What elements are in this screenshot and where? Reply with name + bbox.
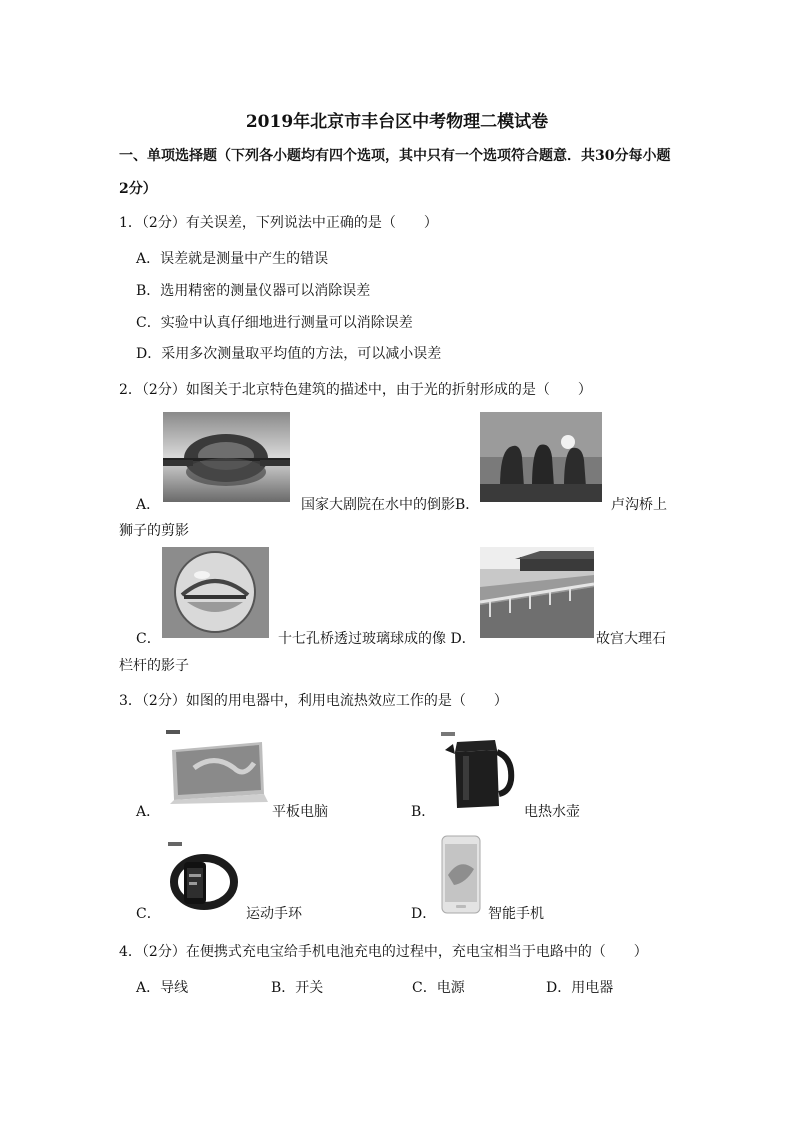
- tablet-computer-photo: [164, 728, 270, 806]
- q2-stem: 2．（2分）如图关于北京特色建筑的描述中，由于光的折射形成的是（ ）: [119, 382, 592, 398]
- q4-option-c: C．电源: [412, 980, 465, 996]
- forbidden-city-railing-photo: [480, 547, 594, 638]
- q3-option-d-label: D．: [411, 906, 437, 922]
- q2-option-b-text: 卢沟桥上: [611, 497, 667, 513]
- q2-option-a-label: A．: [136, 497, 161, 513]
- q1-option-c: C．实验中认真仔细地进行测量可以消除误差: [136, 315, 413, 331]
- q3-option-b-text: 电热水壶: [524, 804, 580, 820]
- q3-option-c-label: C．: [136, 906, 161, 922]
- q3-option-c-text: 运动手环: [246, 906, 302, 922]
- q4-option-b: B．开关: [271, 980, 324, 996]
- fitness-band-photo: [166, 840, 240, 915]
- q4-stem: 4．（2分）在便携式充电宝给手机电池充电的过程中，充电宝相当于电路中的（ ）: [119, 944, 648, 960]
- q2-option-a-text: 国家大剧院在水中的倒影B．: [301, 497, 480, 513]
- q3-option-d-text: 智能手机: [488, 906, 544, 922]
- q1-option-d: D．采用多次测量取平均值的方法，可以减小误差: [136, 346, 442, 362]
- section-heading-line1: 一、单项选择题（下列各小题均有四个选项，其中只有一个选项符合题意．共30分每小题: [119, 148, 671, 164]
- q1-option-a: A．误差就是测量中产生的错误: [136, 251, 329, 267]
- crystal-ball-bridge-photo: [162, 547, 269, 638]
- q2-option-b-continued: 狮子的剪影: [119, 523, 189, 539]
- q4-option-d: D．用电器: [546, 980, 614, 996]
- q2-option-d-text: 故宫大理石: [596, 631, 666, 647]
- q1-stem: 1．（2分）有关误差，下列说法中正确的是（ ）: [119, 215, 438, 231]
- q3-option-a-text: 平板电脑: [272, 804, 328, 820]
- lugou-bridge-lion-photo: [480, 412, 602, 502]
- page-title: 2019年北京市丰台区中考物理二模试卷: [245, 112, 549, 132]
- smartphone-photo: [440, 835, 482, 914]
- grand-theatre-photo: [163, 412, 290, 502]
- q2-option-c-label: C．: [136, 631, 161, 647]
- q3-option-b-label: B．: [411, 804, 436, 820]
- q4-option-a: A．导线: [136, 980, 189, 996]
- q2-option-d-continued: 栏杆的影子: [119, 658, 189, 674]
- q2-option-c-text: 十七孔桥透过玻璃球成的像 D．: [278, 631, 476, 647]
- q1-option-b: B．选用精密的测量仪器可以消除误差: [136, 283, 371, 299]
- section-heading-line2: 2分）: [119, 181, 157, 197]
- q3-stem: 3．（2分）如图的用电器中，利用电流热效应工作的是（ ）: [119, 693, 508, 709]
- q3-option-a-label: A．: [136, 804, 161, 820]
- electric-kettle-photo: [439, 730, 520, 810]
